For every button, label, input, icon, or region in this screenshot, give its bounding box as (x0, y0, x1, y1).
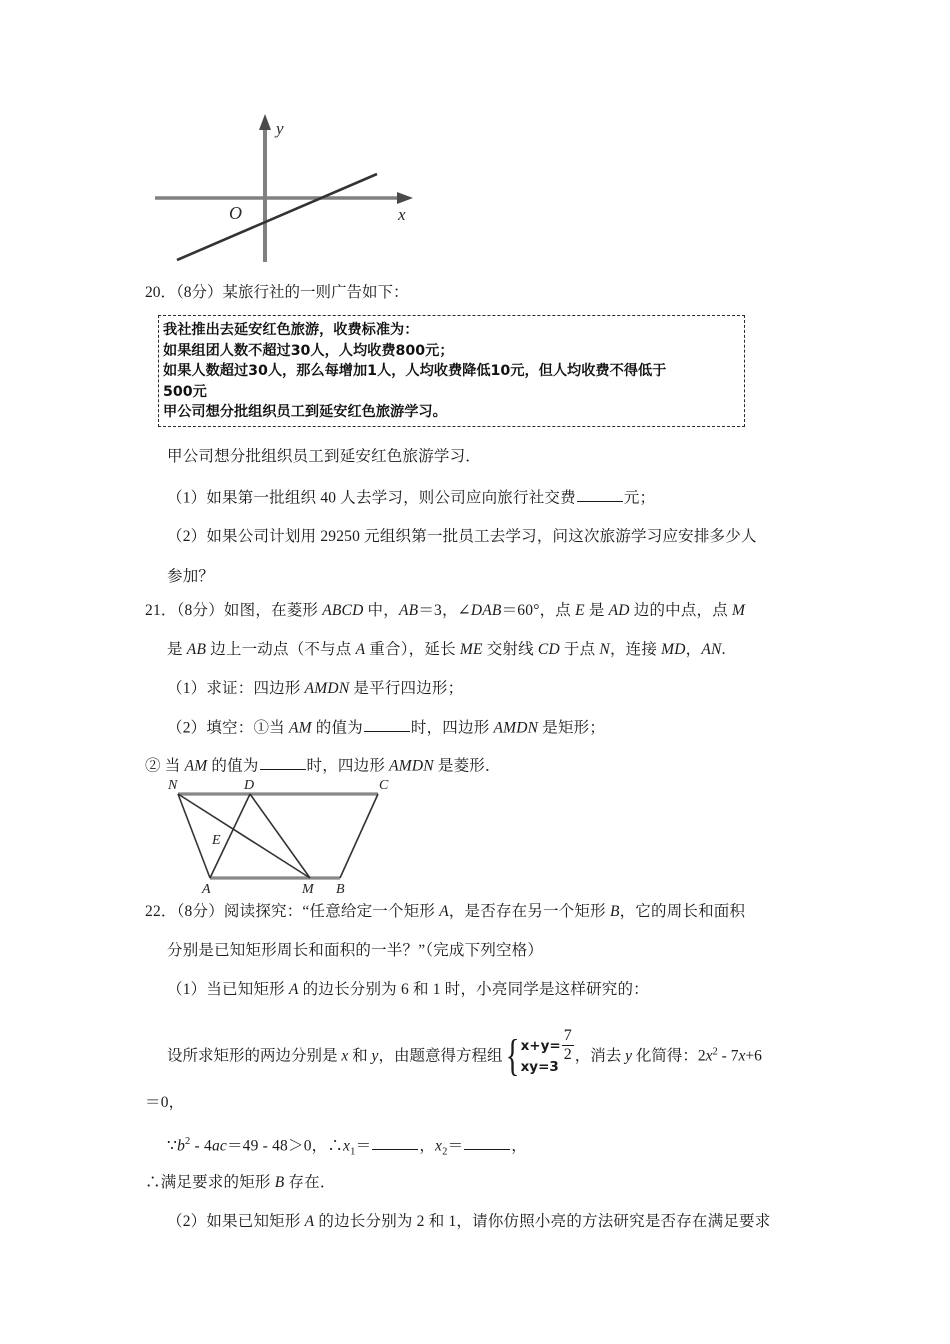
q22-l1-t2: ，是否存在另一个矩形 (448, 903, 610, 920)
q22-eq-post4: +6 (745, 1047, 762, 1065)
q22-eq-var-y: y (371, 1047, 379, 1065)
q21-l5-var-AMDN: AMDN (389, 757, 434, 775)
q21-l2-var-ME: ME (459, 641, 483, 658)
x-axis-label: x (398, 205, 406, 224)
cartesian-axes-svg (155, 112, 425, 262)
q21-l4-t4: 是矩形； (538, 719, 606, 737)
q22-concl-t2: 存在． (284, 1174, 336, 1191)
system-rows (520, 1027, 575, 1077)
q21-l2-var-N: N (599, 641, 610, 658)
q22-l1-t1: 阅读探究：“任意给定一个矩形 (223, 903, 440, 920)
q21-l2-t8: . (721, 641, 726, 658)
question-21-line-2 (167, 640, 726, 660)
q20-stem: 某旅行社的一则广告如下： (222, 284, 409, 301)
q21-part2b-answer-blank[interactable] (260, 755, 306, 770)
q20-part1-answer-blank[interactable] (577, 487, 623, 502)
q22-x1-answer-blank[interactable] (372, 1135, 418, 1150)
q22-disc-sub2: 2 (442, 1146, 448, 1158)
ad-line-4: 500元 (163, 383, 207, 400)
q22-eq-post2: 化简得：2 (632, 1047, 706, 1065)
q22-eq-x2: x (738, 1047, 746, 1065)
q21-var-ABCD: ABCD (322, 602, 364, 619)
q20-after-box-line: 甲公司想分批组织员工到延安红色旅游学习． (167, 448, 482, 465)
q21-part2a-answer-blank[interactable] (364, 717, 410, 732)
q21-var-AD: AD (608, 602, 630, 619)
q22-eq-pre2: 和 (348, 1047, 372, 1065)
rhombus-figure-svg (168, 778, 408, 896)
label-C: C (379, 778, 389, 793)
q21-l5-t4: 是菱形． (433, 757, 501, 775)
q20-part1-post: 元； (623, 489, 656, 507)
q21-l2-t5: 于点 (559, 641, 600, 658)
origin-label: O (229, 203, 242, 223)
q22-disc-var-x2: x (435, 1137, 443, 1155)
q22-disc-t7: ， (511, 1137, 527, 1155)
q22-l3-var-A: A (288, 981, 299, 998)
q20-score: （8分） (176, 284, 223, 301)
q20-part1-pre: （1）如果第一批组织 40 人去学习，则公司应向旅行社交费 (167, 489, 576, 507)
y-axis-arrowhead (259, 114, 271, 130)
q21-l2-var-CD: CD (537, 641, 560, 658)
label-D: D (244, 778, 255, 793)
question-21-part-2-b (145, 755, 501, 776)
segment-DM (250, 794, 310, 878)
q21-l4-var-AM: AM (288, 719, 312, 737)
question-22-discriminant-line (167, 1135, 527, 1156)
q21-l5-t3: 时，四边形 (306, 757, 390, 775)
q21-l1-t3: ＝3，∠ (418, 602, 471, 619)
q22-disc-t1: ∵ (167, 1137, 178, 1155)
q21-l2-t4: 交射线 (482, 641, 538, 658)
q22-eq-exponent: 2 (712, 1046, 718, 1058)
q22-number: 22． (145, 903, 177, 920)
question-22-conclusion-line (145, 1173, 336, 1193)
q22-eq-pre1: 设所求矩形的两边分别是 (167, 1047, 342, 1065)
q22-disc-t4: ＝ (355, 1137, 372, 1155)
q20-number: 20． (145, 284, 177, 301)
q21-l1-t5: 是 (584, 602, 609, 619)
q22-eq-pre3: ，由题意得方程组 (378, 1047, 503, 1065)
q22-concl-var-B: B (274, 1174, 285, 1191)
advertisement-text (163, 320, 742, 423)
y-axis-label: y (276, 119, 284, 138)
q22-disc-t6: ＝ (447, 1137, 464, 1155)
ad-line-1: 我社推出去延安红色旅游，收费标准为： (163, 322, 419, 338)
q20-part-2-line-2: 参加？ (167, 568, 215, 585)
q22-eq-var-y2: y (625, 1047, 632, 1065)
question-22-part-2 (167, 1212, 770, 1232)
q21-var-M: M (732, 602, 746, 619)
ad-line-2: 如果组团人数不超过30人，人均收费800元； (163, 342, 454, 359)
question-22-equation-line (167, 1027, 762, 1080)
q22-x2-answer-blank[interactable] (464, 1135, 510, 1150)
q22-disc-t2: - 4 (190, 1137, 212, 1155)
fraction-numerator: 7 (563, 1027, 572, 1044)
system-row-2: xy=3 (520, 1058, 559, 1075)
q22-concl-t1: ∴满足要求的矩形 (145, 1174, 275, 1191)
q22-disc-var-ac: ac (211, 1137, 227, 1155)
q21-l2-var-MD: MD (661, 641, 686, 658)
q22-disc-t5: ， (419, 1137, 436, 1155)
q22-eq-x1: x (705, 1047, 713, 1065)
q21-var-DAB: DAB (470, 602, 502, 619)
q21-l2-t1: 是 (167, 641, 187, 658)
figure-rhombus-AMDN (168, 778, 408, 913)
q22-eq-var-x: x (341, 1047, 349, 1065)
question-21-part-2-a (167, 717, 605, 738)
q21-l2-var-A: A (355, 641, 366, 658)
q22-score: （8分） (176, 903, 224, 920)
q21-var-E: E (575, 602, 585, 619)
q22-var-rect-B: B (609, 903, 620, 920)
segment-NA (178, 794, 210, 878)
ad-line-3: 如果人数超过30人，那么每增加1人，人均收费降低10元，但人均收费不得低于 (163, 363, 667, 380)
equation-system (502, 1027, 574, 1080)
q21-l2-t6: ，连接 (609, 641, 662, 658)
q22-disc-t3: ＝49 - 48＞0，∴ (226, 1137, 344, 1155)
q21-l4-t2: 的值为 (311, 719, 363, 737)
q21-l3-t2: 是平行四边形； (349, 680, 464, 697)
figure-cartesian-axes (155, 112, 425, 262)
label-E: E (212, 833, 221, 848)
question-20-header (145, 283, 409, 303)
q22-eq-post1: ，消去 (574, 1047, 626, 1065)
q21-l2-t7: ， (685, 641, 702, 658)
plotted-line (177, 174, 377, 260)
q22-eq-post3: - 7 (717, 1047, 739, 1065)
q20-part-2-line-1: （2）如果公司计划用 29250 元组织第一批员工去学习，问这次旅游学习应安排多少人 (167, 528, 757, 545)
q22-var-rect-A: A (439, 903, 449, 920)
q22-disc-var-x1: x (343, 1137, 351, 1155)
question-22-part-1 (167, 980, 649, 1000)
system-row-1 (520, 1027, 575, 1063)
q21-l1-t2: 中， (363, 602, 399, 619)
q21-l4-var-AMDN: AMDN (493, 719, 539, 737)
system-row1-lhs: x+y= (520, 1037, 561, 1054)
q21-l3-t1: （1）求证：四边形 (167, 680, 305, 697)
label-N: N (168, 778, 178, 793)
q21-l3-var-AMDN: AMDN (304, 680, 350, 697)
q21-l2-var-AB: AB (186, 641, 207, 658)
q21-l5-t2: 的值为 (207, 757, 259, 775)
q21-l4-t1: （2）填空：①当 (167, 719, 289, 737)
fraction-denominator: 2 (563, 1046, 572, 1063)
q22-l3-t2: 的边长分别为 6 和 1 时，小亮同学是这样研究的： (298, 981, 649, 998)
q22-disc-sub1: 1 (350, 1146, 356, 1158)
q21-score: （8分） (176, 602, 224, 619)
q20-part-1 (167, 487, 655, 508)
question-22-line-2: 分别是已知矩形周长和面积的一半？”（完成下列空格） (167, 942, 544, 959)
q22-disc-exponent: 2 (185, 1136, 191, 1148)
label-M: M (302, 882, 314, 896)
x-axis-arrowhead (397, 192, 413, 204)
segment-CB (340, 794, 378, 878)
label-B: B (336, 882, 345, 896)
q22-p2-t2: 的边长分别为 2 和 1，请你仿照小亮的方法研究是否存在满足要求 (314, 1213, 771, 1230)
q22-l1-t3: ，它的周长和面积 (619, 903, 746, 920)
question-21-line-1 (145, 601, 745, 621)
q22-disc-var-b: b (177, 1137, 186, 1155)
advertisement-box (158, 315, 745, 427)
q21-l2-var-AN: AN (701, 641, 722, 658)
q22-p2-var-A: A (304, 1213, 315, 1230)
q21-l4-t3: 时，四边形 (410, 719, 494, 737)
q21-l5-t1: ② 当 (145, 757, 185, 775)
q21-var-AB: AB (398, 602, 419, 619)
ad-line-5: 甲公司想分批组织员工到延安红色旅游学习。 (163, 404, 447, 421)
q22-l3-t1: （1）当已知矩形 (167, 981, 289, 998)
question-22-line-1 (145, 902, 745, 922)
q21-number: 21． (145, 602, 177, 619)
q21-l1-t4: ＝60°，点 (501, 602, 576, 619)
q22-p2-t1: （2）如果已知矩形 (167, 1213, 305, 1230)
label-A: A (202, 882, 211, 896)
system-brace: { (506, 1031, 520, 1080)
fraction-seven-halves (562, 1028, 574, 1063)
question-22-equation-continuation: ＝0， (145, 1094, 185, 1111)
question-21-part-1 (167, 679, 463, 699)
q21-l5-var-AM: AM (184, 757, 208, 775)
q21-l1-t6: 边的中点，点 (629, 602, 733, 619)
q21-l1-t1: 如图，在菱形 (223, 602, 323, 619)
q21-l2-t3: 重合），延长 (365, 641, 460, 658)
q21-l2-t2: 边上一动点（不与点 (206, 641, 356, 658)
